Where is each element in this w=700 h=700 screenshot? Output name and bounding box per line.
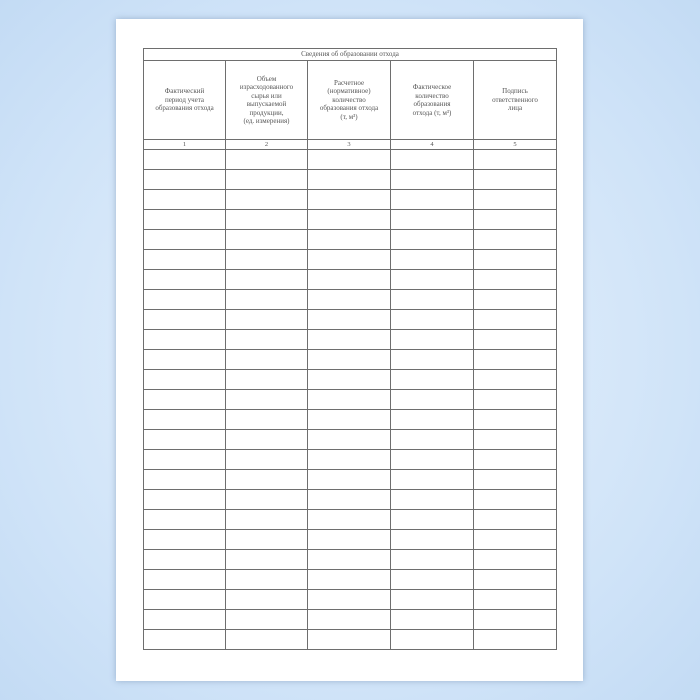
table-cell [144,450,226,470]
column-number-row [144,140,557,150]
table-row [144,630,557,650]
table-cell [144,610,226,630]
table-cell [391,450,474,470]
table-cell [226,490,308,510]
table-cell [226,430,308,450]
table-cell [308,470,391,490]
table-cell [391,370,474,390]
table-cell [391,470,474,490]
table-cell [391,170,474,190]
table-row [144,570,557,590]
table-title-row [144,49,557,61]
table-cell [226,530,308,550]
table-cell [474,270,557,290]
column-header-row [144,61,557,140]
table-cell [226,190,308,210]
table-cell [308,370,391,390]
table-cell [474,430,557,450]
table-cell [391,430,474,450]
table-cell [308,330,391,350]
table-cell [144,170,226,190]
table-cell [308,430,391,450]
table-cell [144,550,226,570]
table-cell [474,470,557,490]
table-cell [226,510,308,530]
table-cell [308,410,391,430]
table-row [144,170,557,190]
table-row [144,310,557,330]
waste-log-table [143,48,557,650]
table-cell [226,390,308,410]
table-body [144,150,557,650]
table-row [144,530,557,550]
column-number: 5 [474,140,557,150]
table-cell [308,170,391,190]
table-cell [474,250,557,270]
table-cell [391,190,474,210]
table-cell [391,610,474,630]
table-cell [226,310,308,330]
table-cell [144,330,226,350]
table-cell [144,350,226,370]
table-cell [226,630,308,650]
table-cell [308,590,391,610]
table-cell [308,290,391,310]
table-cell [391,570,474,590]
table-cell [226,290,308,310]
table-cell [144,270,226,290]
table-row [144,410,557,430]
table-row [144,250,557,270]
table-cell [391,150,474,170]
table-cell [144,150,226,170]
table-cell [391,270,474,290]
column-header-normative-amount: Расчетное (нормативное) количество образования отхода (т, м³) [308,61,391,140]
table-cell [391,290,474,310]
table-cell [391,550,474,570]
table-cell [391,230,474,250]
table-cell [474,570,557,590]
table-cell [391,310,474,330]
table-cell [391,250,474,270]
table-cell [308,270,391,290]
table-row [144,270,557,290]
table-cell [144,310,226,330]
table-cell [308,390,391,410]
table-cell [144,190,226,210]
table-row [144,290,557,310]
table-cell [308,530,391,550]
table-cell [144,590,226,610]
column-header-period: Фактический период учета образования отхода [144,61,226,140]
table-cell [308,490,391,510]
table-cell [474,310,557,330]
column-number: 3 [308,140,391,150]
table-cell [474,410,557,430]
table-cell [474,490,557,510]
table-row [144,330,557,350]
table-row [144,510,557,530]
table-cell [474,150,557,170]
table-cell [391,590,474,610]
table-cell [226,170,308,190]
table-row [144,190,557,210]
table-cell [474,390,557,410]
table-cell [391,330,474,350]
table-row [144,610,557,630]
table-row [144,350,557,370]
column-header-signature: Подпись ответственного лица [474,61,557,140]
table-row [144,470,557,490]
table-cell [391,530,474,550]
table-cell [474,630,557,650]
table-cell [226,410,308,430]
table-cell [144,410,226,430]
table-row [144,450,557,470]
table-cell [308,250,391,270]
table-cell [226,270,308,290]
table-title: Сведения об образовании отхода [144,49,557,61]
table-cell [226,590,308,610]
table-cell [226,570,308,590]
table-row [144,550,557,570]
table-cell [474,450,557,470]
table-cell [226,230,308,250]
table-cell [308,630,391,650]
table-cell [308,550,391,570]
table-row [144,390,557,410]
table-row [144,430,557,450]
table-cell [226,370,308,390]
column-number: 2 [226,140,308,150]
table-cell [144,210,226,230]
table-cell [474,550,557,570]
table-cell [144,570,226,590]
table-row [144,230,557,250]
table-cell [474,610,557,630]
table-cell [308,610,391,630]
table-row [144,590,557,610]
table-row [144,370,557,390]
table-cell [144,510,226,530]
table-cell [474,170,557,190]
table-cell [226,350,308,370]
table-cell [474,190,557,210]
column-header-actual-amount: Фактическое количество образования отхода (т, м³) [391,61,474,140]
table-cell [226,250,308,270]
table-cell [308,210,391,230]
table-cell [391,510,474,530]
table-cell [308,150,391,170]
table-row [144,490,557,510]
table-cell [391,390,474,410]
table-cell [144,370,226,390]
table-cell [144,250,226,270]
table-cell [391,350,474,370]
table-cell [474,290,557,310]
table-cell [144,230,226,250]
table-cell [474,350,557,370]
table-cell [474,230,557,250]
table-cell [308,510,391,530]
table-cell [391,410,474,430]
table-row [144,210,557,230]
table-cell [144,630,226,650]
document-sheet [116,19,583,681]
table-cell [226,210,308,230]
table-cell [474,590,557,610]
table-cell [226,470,308,490]
table-cell [308,570,391,590]
table-cell [391,630,474,650]
table-cell [226,610,308,630]
table-cell [308,450,391,470]
table-cell [144,290,226,310]
table-row [144,150,557,170]
table-cell [226,550,308,570]
table-cell [144,530,226,550]
column-header-raw-volume: Объем израсходованного сырья или выпускаемой продукции, (ед. измерения) [226,61,308,140]
table-cell [144,430,226,450]
table-cell [474,210,557,230]
column-number: 4 [391,140,474,150]
table-cell [474,530,557,550]
table-cell [308,230,391,250]
table-cell [226,330,308,350]
table-cell [226,450,308,470]
table-cell [474,370,557,390]
table-cell [308,350,391,370]
table-cell [144,490,226,510]
table-cell [144,390,226,410]
table-cell [144,470,226,490]
column-number: 1 [144,140,226,150]
table-cell [308,190,391,210]
table-cell [226,150,308,170]
table-cell [308,310,391,330]
table-cell [474,510,557,530]
table-cell [391,490,474,510]
table-cell [474,330,557,350]
table-cell [391,210,474,230]
